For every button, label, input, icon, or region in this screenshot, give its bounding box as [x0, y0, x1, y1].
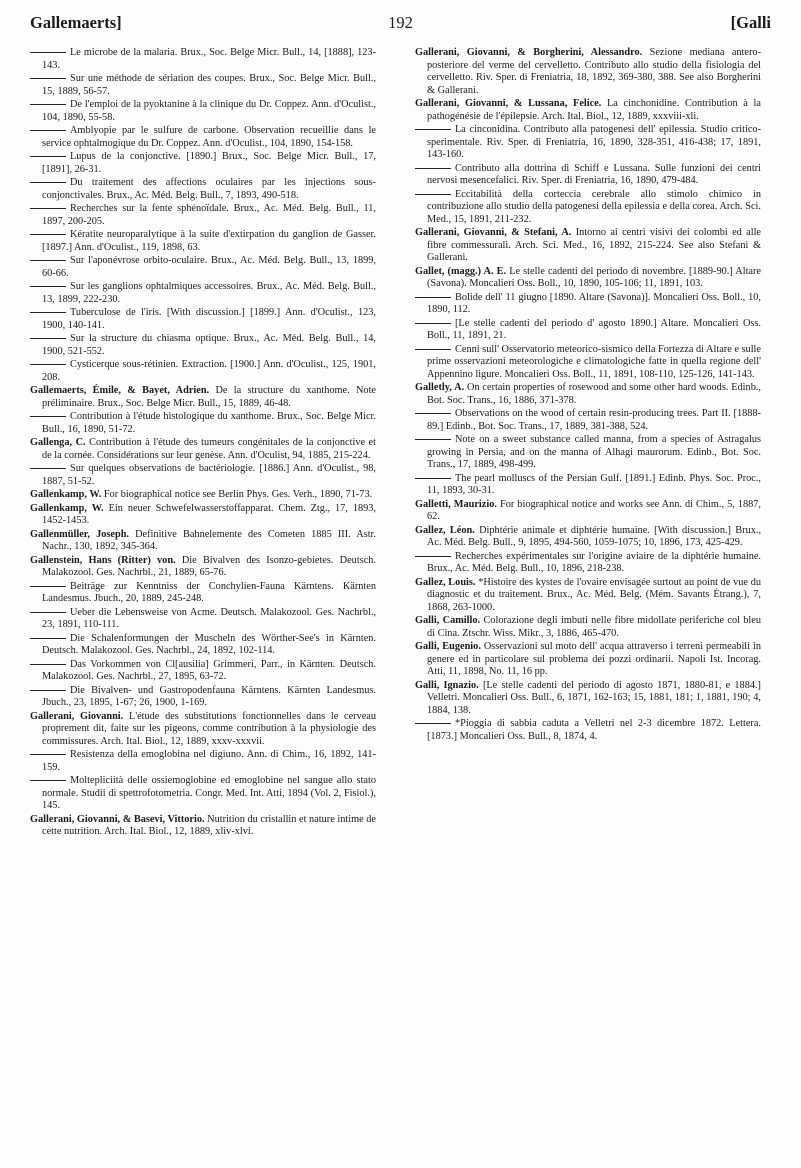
entry-author: Gallerani, Giovanni, & Borgherini, Alessandro.	[415, 47, 643, 58]
entry-author: Galli, Ignazio.	[415, 679, 479, 691]
entry-text: Beiträge zur Kenntniss der Conchylien-Fauna Kärntens. Kärnten Landesmus. Jbuch., 20, 1889, 245-248.	[42, 580, 376, 604]
bibliography-entry	[415, 577, 761, 615]
bibliography-entry	[30, 437, 376, 462]
entry-text: Bolide dell' 11 giugno [1890. Altare (Savona)]. Moncalieri Oss. Boll., 10, 1890, 112.	[427, 291, 761, 315]
ditto-dash	[30, 690, 66, 691]
bibliography-entry	[30, 151, 376, 176]
ditto-dash	[415, 413, 451, 414]
entry-text: For biographical notice and works see Ann. di Chim., 5, 1887, 62.	[427, 498, 762, 522]
ditto-dash	[415, 323, 451, 324]
entry-text: *Histoire des kystes de l'ovaire envisagée surtout au point de vue du diagnostic et du traitement. Brux., Ac. Méd. Belg. (Mém. Savants Étrang.), 7, 1868, 263-1000.	[427, 576, 761, 613]
bibliography-entry	[30, 529, 376, 554]
entry-text: Du traitement des affections oculaires par les injections sous-conjonctivales. Brux., Ac. Méd. Belg. Bull., 7, 1893, 490-518.	[42, 177, 376, 201]
bibliography-entry	[30, 711, 376, 749]
entry-text: *Pioggia di sabbia caduta a Velletri nel 2-3 dicembre 1872. Lettera. [1873.] Moncalieri Oss. Bull., 8, 1874, 4.	[427, 718, 761, 742]
ditto-dash	[30, 104, 66, 105]
left-column	[30, 47, 376, 840]
entry-text: Intorno ai centri visivi dei colombi ed alle fibre commessurali. Arch. Sci. Med., 16, 1892, 215-224. See also Stefani & Gallerani.	[427, 227, 762, 263]
bibliography-entry	[30, 99, 376, 124]
entry-text: Lupus de la conjonctive. [1890.] Brux., Soc. Belge Micr. Bull., 17, [1891], 26-31.	[42, 151, 376, 175]
entry-author: Gallerani, Giovanni, & Basevi, Vittorio.	[30, 813, 205, 825]
entry-text: Sur une méthode de sériation des coupes. Brux., Soc. Belge Micr. Bull., 15, 1889, 56-57.	[42, 73, 376, 97]
bibliography-entry	[30, 633, 376, 658]
entry-text: Contributo alla dottrina di Schiff e Lussana. Sulle funzioni dei centri nervosi mesencefalici. Riv. Sper. di Freniatria, 16, 1890, 479-484.	[427, 162, 761, 186]
ditto-dash	[30, 52, 66, 53]
bibliography-entry	[415, 47, 761, 97]
bibliography-entry	[415, 434, 761, 472]
entry-author: Gallenkamp, W.	[30, 489, 102, 500]
entry-author: Gallenmüller, Joseph.	[30, 528, 129, 540]
ditto-dash	[30, 364, 66, 365]
bibliography-entry	[30, 775, 376, 813]
entry-text: [Le stelle cadenti del periodo d' agosto 1890.] Altare. Moncalieri Oss. Boll., 11, 1891, 21.	[427, 317, 761, 341]
entry-text: Sur l'aponévrose orbito-oculaire. Brux., Ac. Méd. Belg. Bull., 13, 1899, 60-66.	[42, 255, 376, 279]
entry-text: On certain properties of rosewood and some other hard woods. Edinb., Bot. Soc. Trans., 16, 1886, 371-378.	[427, 382, 761, 406]
bibliography-entry	[415, 344, 761, 382]
entry-text: Resistenza della emoglobina nel digiuno. Ann. di Chim., 16, 1892, 141-159.	[42, 749, 376, 773]
entry-text: De l'emploi de la pyoktanine à la clinique du Dr. Coppez. Ann. d'Oculist., 104, 1890, 55-58.	[42, 99, 376, 123]
bibliography-entry	[30, 281, 376, 306]
entry-text: Sur la structure du chiasma optique. Brux., Ac. Méd. Belg. Bull., 14, 1900, 521-552.	[42, 333, 376, 357]
entry-text: Osservazioni sul moto dell' acqua attraverso i terreni permeabili in genere ed in particolare sul problema dei pozzi ordinarii. Napoli Ist. Incorag. Atti, 11, 1898, No. 11, 16 pp.	[427, 641, 761, 677]
ditto-dash	[30, 182, 66, 183]
ditto-dash	[30, 78, 66, 79]
entry-text: Colorazione degli imbuti nelle fibre midollate periferiche col bleu di Cina. Ztschr. Wiss. Mikr., 3, 1886, 465-470.	[427, 615, 762, 639]
ditto-dash	[30, 312, 66, 313]
entry-text: La cinchonidine. Contribution à la pathogénésie de l'épilepsie. Arch. Ital. Biol., 12, 1889, xxxviii-xli.	[427, 98, 761, 122]
bibliography-entry	[30, 333, 376, 358]
bibliography-entry	[30, 385, 376, 410]
ditto-dash	[30, 468, 66, 469]
entry-text: Die Bivalven des Isonzo-gebietes. Deutsch. Malakozool. Ges. Nachrbl., 21, 1889, 65-76.	[42, 554, 376, 578]
entry-author: Gallenkamp, W.	[30, 502, 104, 514]
bibliography-entry	[30, 749, 376, 774]
entry-author: Gallenstein, Hans (Ritter) von.	[30, 554, 176, 566]
entry-text: For biographical notice see Berlin Phys. Ges. Verh., 1890, 71-73.	[103, 489, 373, 500]
bibliography-entry	[30, 581, 376, 606]
ditto-dash	[30, 208, 66, 209]
entry-text: Sur les ganglions ophtalmiques accessoires. Brux., Ac. Méd. Belg. Bull., 13, 1899, 222-230.	[42, 281, 376, 305]
entry-text: Moltepliciità delle ossiemoglobine ed emoglobine nel sangue allo stato normale. Studii di spettrofotometria. Congr. Med. Int. Atti, 1894 (Vol. 2, Fisiol.), 145.	[42, 775, 376, 811]
bibliography-entry	[415, 525, 761, 550]
bibliography-entry	[30, 411, 376, 436]
bibliography-entry	[30, 47, 376, 72]
ditto-dash	[415, 478, 451, 479]
bibliography-entry	[415, 124, 761, 162]
bibliography-entry	[415, 227, 761, 265]
entry-text: Sur quelques observations de bactériologie. [1886.] Ann. d'Oculist., 98, 1887, 51-52.	[42, 463, 376, 487]
entry-text: Contribution à l'étude histologique du xanthome. Brux., Soc. Belge Micr. Bull., 16, 1890, 51-72.	[42, 411, 376, 435]
bibliography-entry	[415, 382, 761, 407]
bibliography-entry	[415, 266, 761, 291]
ditto-dash	[30, 664, 66, 665]
bibliography-entry	[415, 292, 761, 317]
right-column	[415, 47, 761, 744]
bibliography-entry	[30, 359, 376, 384]
entry-text: Recherches expérimentales sur l'origine aviaire de la diphtérie humaine. Brux., Ac. Méd. Belg. Bull., 10, 1896, 218-238.	[427, 550, 761, 574]
ditto-dash	[415, 129, 451, 130]
entry-author: Gallerani, Giovanni, & Stefani, A.	[415, 227, 572, 238]
entry-text: Ein neuer Schwefelwasserstoffapparat. Chem. Ztg., 17, 1893, 1452-1453.	[42, 502, 376, 526]
entry-author: Galletti, Maurizio.	[415, 498, 497, 510]
bibliography-entry	[415, 163, 761, 188]
entry-author: Gallemaerts, Émile, & Bayet, Adrien.	[30, 385, 210, 396]
entry-author: Galletly, A.	[415, 382, 465, 393]
bibliography-entry	[415, 680, 761, 718]
ditto-dash	[30, 612, 66, 613]
header-left: Gallemaerts]	[30, 13, 122, 32]
entry-author: Gallenga, C.	[30, 437, 86, 448]
entry-text: L'étude des substitutions fonctionnelles dans le cerveau proprement dit, faite sur les pigeons, comme contribution à la physiologie des commissures. Arch. Ital. Biol., 12, 1889, xxxv-xxxvii.	[42, 710, 377, 747]
ditto-dash	[415, 556, 451, 557]
bibliography-entry	[415, 318, 761, 343]
entry-text: Note on a sweet substance called manna, from a species of Astragalus growing in Persia, and on the manna of Alhagi maurorum. Edinb., Bot. Soc. Trans., 17, 1889, 498-499.	[427, 434, 761, 470]
entry-text: De la structure du xanthome. Note préliminaire. Brux., Soc. Belge Micr. Bull., 15, 1889, 46-48.	[42, 385, 376, 409]
ditto-dash	[415, 194, 451, 195]
entry-text: Diphtérie animale et diphtérie humaine. [With discussion.] Brux., Ac. Méd. Belg. Bull., 9, 1895, 494-560, 1059-1075; 10, 1896, 173, 425-429.	[427, 524, 762, 548]
bibliography-entry	[415, 641, 761, 679]
bibliography-entry	[30, 503, 376, 528]
entry-text: Eccitabilità della corteccia cerebrale allo stimolo chimico in contribuzione allo studio della patogenesi della epilessia e della corea. Arch. Sci. Med., 15, 1891, 211-232.	[427, 188, 761, 225]
entry-author: Gallerani, Giovanni, & Lussana, Felice.	[415, 98, 602, 109]
entry-text: Amblyopie par le sulfure de carbone. Observation recueillie dans le service ophtalmogique du Dr. Coppez. Ann. d'Oculist., 104, 1890, 154-158.	[42, 125, 376, 149]
entry-text: Die Schalenformungen der Muscheln des Wörther-See's in Kärnten. Deutsch. Malakozool. Ges. Nachrbl., 24, 1892, 102-114.	[42, 632, 376, 656]
entry-author: Gallez, Louis.	[415, 576, 476, 588]
entry-author: Galli, Eugenio.	[415, 641, 481, 652]
entry-text: Kératite neuroparalytique à la suite d'extirpation du ganglion de Gasser. [1897.] Ann. d'Oculist., 119, 1898, 63.	[42, 229, 376, 253]
ditto-dash	[30, 260, 66, 261]
bibliography-entry	[415, 408, 761, 433]
bibliography-entry	[30, 177, 376, 202]
ditto-dash	[30, 338, 66, 339]
running-header	[30, 13, 771, 35]
bibliography-entry	[415, 718, 761, 743]
entry-text: Ueber die Lebensweise von Acme. Deutsch. Malakozool. Ges. Nachrbl., 23, 1891, 110-111.	[42, 606, 376, 630]
entry-text: The pearl molluscs of the Persian Gulf. [1891.] Edinb. Phys. Soc. Proc., 11, 1893, 30-31.	[427, 472, 761, 496]
bibliography-entry	[30, 685, 376, 710]
bibliography-entry	[30, 229, 376, 254]
bibliography-entry	[30, 307, 376, 332]
entry-text: Observations on the wood of certain resin-producing trees. Part II. [1888-89.] Edinb., Bot. Soc. Trans., 17, 1889, 381-388, 524.	[427, 408, 761, 432]
entry-text: Cenni sull' Osservatorio meteorico-sismico della Fortezza di Altare e sulle prime osservazioni meteorologiche e climatologiche fatte in quella regione dell' Appennino ligure. Moncalieri Oss. Boll., 11, 1891, 108-110, 125-126, 141-143.	[427, 343, 761, 380]
entry-text: Die Bivalven- und Gastropodenfauna Kärntens. Kärnten Landesmus. Jbuch., 23, 1895, 1-67; 26, 1900, 1-169.	[42, 684, 376, 708]
ditto-dash	[415, 297, 451, 298]
entry-text: Nutrition du cristallin et nature intime de cette nutrition. Arch. Ital. Biol., 12, 1889, xliv-xlvi.	[42, 813, 377, 837]
bibliography-entry	[30, 255, 376, 280]
entry-author: Gallet, (magg.) A. E.	[415, 265, 507, 277]
entry-text: Le microbe de la malaria. Brux., Soc. Belge Micr. Bull., 14, [1888], 123-143.	[42, 47, 376, 71]
ditto-dash	[30, 416, 66, 417]
bibliography-entry	[30, 463, 376, 488]
entry-author: Galli, Camillo.	[415, 615, 481, 626]
entry-text: Definitive Bahnelemente des Cometen 1885 III. Astr. Nachr., 130, 1892, 345-364.	[42, 528, 376, 552]
bibliography-entry	[30, 814, 376, 839]
ditto-dash	[415, 168, 451, 169]
bibliography-entry	[415, 98, 761, 123]
bibliography-entry	[30, 659, 376, 684]
entry-text: Sezione mediana antero-posteriore del verme del cervelletto. Contributo allo studio della fisiologia del cervelletto. Riv. Sper. di Freniatria, 18, 1892, 369-380, 388. See also Borgherini & Gallerani.	[427, 47, 761, 96]
ditto-dash	[30, 130, 66, 131]
entry-text: Das Vorkommen von Cl[ausilia] Grimmeri, Parr., in Kärnten. Deutsch. Malakozool. Ges. Nachrbl., 27, 1895, 63-72.	[42, 658, 376, 682]
ditto-dash	[30, 286, 66, 287]
bibliography-entry	[30, 489, 376, 502]
bibliography-entry	[415, 189, 761, 227]
bibliography-entry	[30, 607, 376, 632]
bibliography-entry	[30, 125, 376, 150]
bibliography-entry	[415, 551, 761, 576]
ditto-dash	[30, 586, 66, 587]
ditto-dash	[30, 638, 66, 639]
entry-text: Recherches sur la fente sphénoïdale. Brux., Ac. Méd. Belg. Bull., 11, 1897, 200-205.	[42, 203, 376, 227]
ditto-dash	[415, 723, 451, 724]
entry-text: La cinconidina. Contributo alla patogenesi dell' epilessia. Studio critico-sperimentale. Riv. Sper. di Freniatria, 16, 1890, 328-351, 416-438; 17, 1891, 143-160.	[427, 124, 761, 160]
page-number: 192	[388, 13, 413, 32]
entry-text: Cysticerque sous-rétinien. Extraction. [1900.] Ann. d'Oculist., 125, 1901, 208.	[42, 359, 376, 383]
bibliography-entry	[30, 203, 376, 228]
entry-author: Gallez, Léon.	[415, 524, 475, 536]
ditto-dash	[30, 156, 66, 157]
entry-text: [Le stelle cadenti del periodo di agosto 1871, 1880-81, e 1884.] Velletri. Moncalieri Oss. Bull., 6, 1871, 162-163; 15, 1881, 181; 1, 1881, 190; 4, 1884, 138.	[427, 679, 761, 716]
entry-text: Contribution à l'étude des tumeurs congénitales de la conjonctive et de la cornée. Considérations sur leur genèse. Ann. d'Oculist, 94, 1885, 215-224.	[42, 437, 376, 461]
entry-text: Tuberculose de l'iris. [With discussion.] [1899.] Ann. d'Oculist., 123, 1900, 140-141.	[42, 307, 376, 331]
ditto-dash	[415, 439, 451, 440]
ditto-dash	[30, 780, 66, 781]
bibliography-entry	[415, 473, 761, 498]
ditto-dash	[30, 234, 66, 235]
entry-text: Le stelle cadenti del periodo di novembre. [1889-90.] Altare (Savona). Moncalieri Oss. Boll., 10, 1890, 105-106; 11, 1891, 103.	[427, 265, 762, 289]
bibliography-entry	[415, 499, 761, 524]
ditto-dash	[30, 754, 66, 755]
bibliography-entry	[30, 73, 376, 98]
header-right: [Galli	[730, 13, 771, 32]
ditto-dash	[415, 349, 451, 350]
bibliography-entry	[415, 615, 761, 640]
bibliography-entry	[30, 555, 376, 580]
entry-author: Gallerani, Giovanni.	[30, 710, 124, 722]
